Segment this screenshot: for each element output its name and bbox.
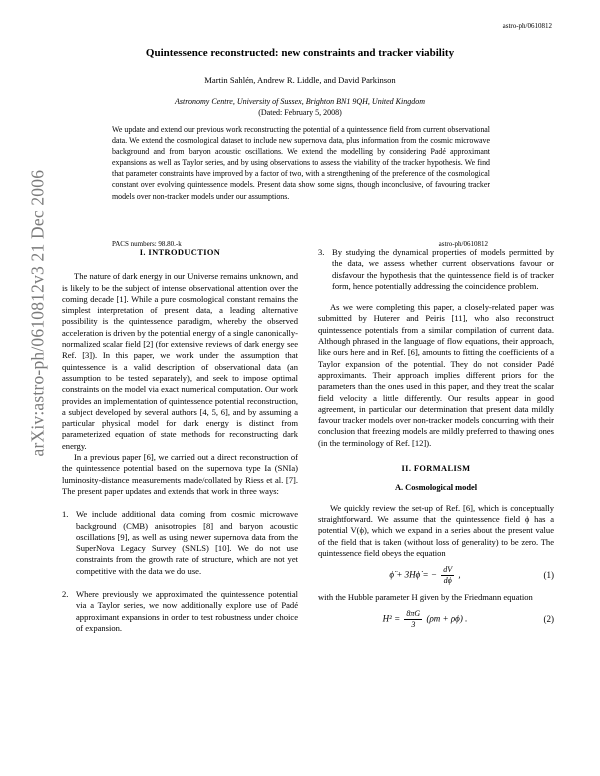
equation-1-denominator: dϕ xyxy=(443,576,452,586)
equation-1-tail: , xyxy=(458,569,461,580)
right-column xyxy=(318,247,554,630)
list-item xyxy=(318,247,554,292)
list-item xyxy=(62,589,298,634)
formalism-paragraph-2: with the Hubble parameter H given by the Friedmann equation xyxy=(318,592,533,603)
intro-paragraph-3: As we were completing this paper, a closely-related paper was submitted by Huterer and Peiris [11], who also reconstruct quintessence potentials from a similar compilation of current data. Although phrased in the language of flow equations, their approach, like ours here and in Ref. [6], amounts to fitting the coefficients of a Taylor expansion of the potential. They do not consider Padé approximants. Their approach implies different priors for the parameters than the ones used in this paper, and they treat the scalar field velocity a little differently. Our results appear in good agreement, in particular our determination that present data mildly favour tracker models over non-tracker models concurring with their conclusion that freezing models are mildly preferred to thawing ones (in the terminology of Ref. [12]). xyxy=(318,302,554,448)
equation-2-numerator: 8πG xyxy=(406,609,421,619)
equation-1-lhs: ϕ̈ + 3Hϕ̇ = − xyxy=(389,569,437,580)
section-heading-formalism: II. FORMALISM xyxy=(401,464,471,474)
list-number: 1. xyxy=(62,509,69,520)
pacs-numbers: PACS numbers: 98.80.-k xyxy=(112,240,182,248)
equation-1 xyxy=(318,565,554,586)
list-text: Where previously we approximated the quintessence potential via a Taylor series, we now additionally explore use of Padé approximant expansions in order to test robustness under choice of expansion. xyxy=(76,589,298,633)
equation-2-fraction xyxy=(404,609,422,630)
arxiv-id: astro-ph/0610812 xyxy=(502,22,552,30)
equation-1-fraction xyxy=(441,565,454,586)
subsection-heading-cosmological-model: A. Cosmological model xyxy=(394,483,478,493)
equation-2-denominator: 3 xyxy=(411,620,416,630)
intro-paragraph-2: In a previous paper [6], we carried out a direct reconstruction of the quintessence potential based on the supernova type Ia (SNIa) luminosity-distance measurements made/collated by Riess et al. [7]. The present paper updates and extends that work in three ways: xyxy=(62,452,298,496)
equation-2-rhs: (ρm + ρϕ) . xyxy=(426,613,468,624)
abstract: We update and extend our previous work reconstructing the potential of a quintessence field from current observational data. We extend the cosmological dataset to include new supernova data, plus information from the cosmic microwave background and from baryon acoustic oscillations. We extend the modelling by considering Padé approximant expansions as well as Taylor series, and by using observations to assess the viability of the tracker hypothesis. We find that parameter constraints have improved by a factor of two, with a strengthening of the preference of the cosmological constant over evolving quintessence models. Present data show some signs, though inconclusive, of favouring tracker models over non-tracker models under our assumptions. xyxy=(112,125,490,201)
paper-title: Quintessence reconstructed: new constraints and tracker viability xyxy=(145,47,455,59)
pacs-arxiv-id: astro-ph/0610812 xyxy=(438,240,488,248)
equation-2-lhs: H² = xyxy=(382,613,401,624)
equation-1-label: (1) xyxy=(543,569,554,580)
arxiv-side-stamp: arXiv:astro-ph/0610812v3 21 Dec 2006 xyxy=(27,169,48,457)
equation-2 xyxy=(318,609,554,630)
section-heading-introduction: I. INTRODUCTION xyxy=(139,248,221,257)
dated-line: (Dated: February 5, 2008) xyxy=(258,108,342,117)
left-column xyxy=(62,247,298,634)
intro-paragraph-1: The nature of dark energy in our Universe remains unknown, and is likely to be the subject of intense observational attention over the coming decade [1]. While a pure cosmological constant remains the simplest interpretation of present data, a leading alternative possibility is the quintessence paradigm, whereby the observed acceleration is driven by the potential energy of a single canonically-normalized scalar field [2] (for extensive reviews of dark energy see Ref. [3]). In this paper, we work under the assumption that quintessence is a valid description of observational data (an assumption to be tested separately), and seek to impose optimal constraints on the model via exact numerical computation. Our work provides an implementation of quintessence potential reconstruction, a subject developed by several authors [4, 5, 6], and by assuming a particular physical model for dark energy is distinct from parameterized equation of state methods for reconstructing dark energy. xyxy=(62,271,298,451)
equation-1-numerator: dV xyxy=(443,565,453,575)
authors: Martin Sahlén, Andrew R. Liddle, and David Parkinson xyxy=(204,75,396,85)
affiliation: Astronomy Centre, University of Sussex, Brighton BN1 9QH, United Kingdom xyxy=(174,97,426,106)
list-item xyxy=(62,509,298,577)
equation-2-label: (2) xyxy=(543,614,554,625)
list-number: 2. xyxy=(62,589,69,600)
list-number: 3. xyxy=(318,247,325,257)
list-text: We include additional data coming from cosmic microwave background (CMB) anisotropies [8] and baryon acoustic oscillations [9], as well as using newer supernova data from the SuperNova Legacy Survey (SNLS) [10]. We do not use constraints from the growth rate of structure, which are not yet competitive with the data we do use. xyxy=(76,509,298,576)
list-text: By studying the dynamical properties of models permitted by the data, we assess whether current observations favour or disfavour the hypothesis that the quintessence field is of tracker form, hence potentially addressing the coincidence problem. xyxy=(332,247,554,291)
formalism-paragraph-1: We quickly review the set-up of Ref. [6], which is conceptually straightforward. We assume that the quintessence field ϕ has a potential V(ϕ), which we expand in a series about the present value of the field that is taken (without loss of generality) to be zero. The quintessence field obeys the equation xyxy=(318,502,554,558)
